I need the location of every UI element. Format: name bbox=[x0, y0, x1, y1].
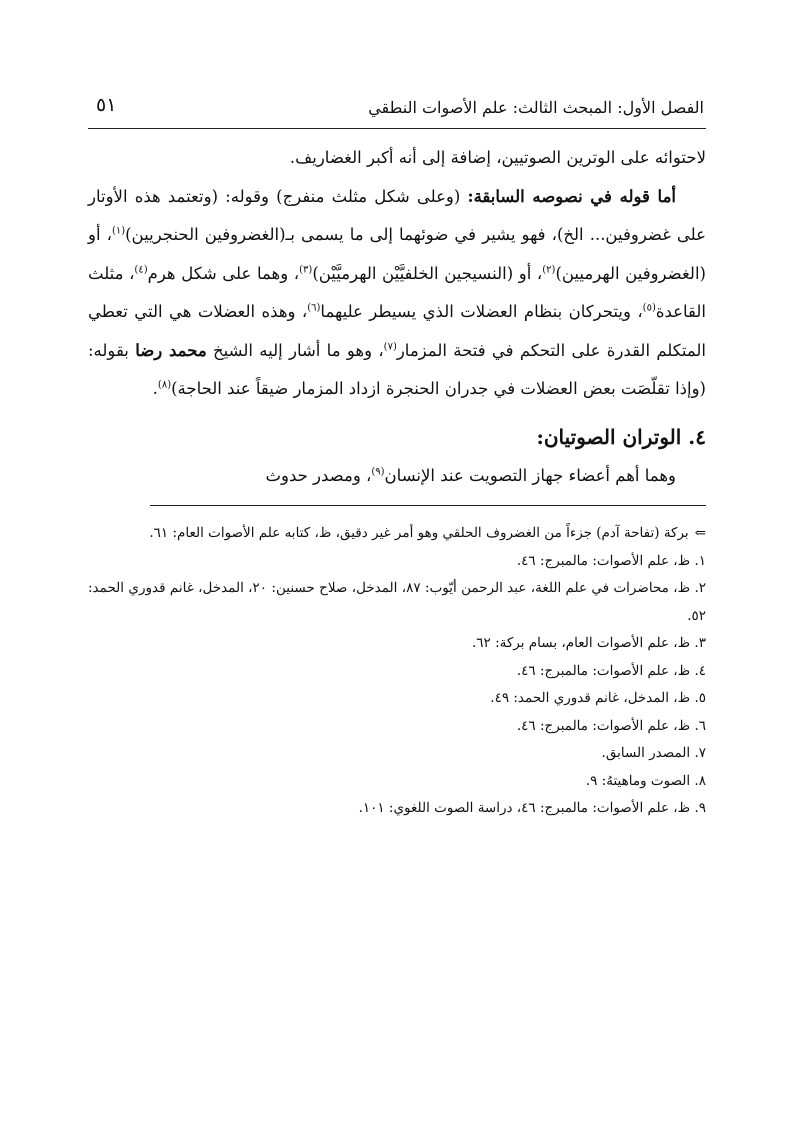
paragraph-2 bbox=[88, 178, 706, 409]
page-number: ٥١ bbox=[96, 94, 117, 116]
paragraph-3-text-b: ، ومصدر حدوث bbox=[265, 465, 372, 485]
cited-author-name: محمد رضا bbox=[135, 340, 207, 360]
paragraph-3 bbox=[88, 457, 706, 496]
footnote-separator bbox=[150, 505, 706, 506]
footnotes bbox=[88, 520, 706, 823]
paragraph-2-text-g: ، وهذه العضلات هي التي تعطي المتكلم القدرة على التحكم في فتحة المزمار bbox=[88, 302, 707, 360]
running-header bbox=[88, 92, 706, 129]
footnote-8: ٨. الصوت وماهيتهُ: ٩. bbox=[585, 772, 706, 789]
footnote-ref-2[interactable]: (٢) bbox=[542, 264, 556, 275]
paragraph-2-text-d: ، وهما على شكل هرم bbox=[147, 263, 300, 283]
paragraph-3-text-a: وهما أهم أعضاء جهاز التصويت عند الإنسان bbox=[384, 465, 676, 485]
footnote-5: ٥. ظ، المدخل، غانم قدوري الحمد: ٤٩. bbox=[490, 690, 706, 706]
paragraph-2-text-b: ، أو (الغضروفين الهرميين) bbox=[88, 225, 706, 283]
paragraph-2-lead: أما قوله في نصوصه السابقة: bbox=[467, 186, 676, 206]
paragraph-2-text-j: . bbox=[152, 379, 158, 398]
footnote-3: ٣. ظ، علم الأصوات العام، بسام بركة: ٦٢. bbox=[471, 635, 706, 651]
footnote-ref-5[interactable]: (٥) bbox=[642, 302, 656, 314]
footnote-continued bbox=[88, 520, 706, 548]
chapter-title: الفصل الأول: المبحث الثالث: علم الأصوات النطقي bbox=[368, 98, 704, 117]
footnote-7: ٧. المصدر السابق. bbox=[601, 745, 706, 761]
paragraph-2-text-c: ، أو (النسيجين الخلفيَّيْن الهرميَّيْن) bbox=[312, 263, 543, 283]
footnote-4: ٤. ظ، علم الأصوات: مالمبرج: ٤٦. bbox=[516, 662, 706, 679]
paragraph-2-text-e: ، مثلث القاعدة bbox=[88, 263, 706, 321]
continuation-arrow-icon: ⇐ bbox=[694, 525, 706, 541]
footnote-ref-6[interactable]: (٦) bbox=[307, 302, 321, 314]
paragraph-1: لاحتوائه على الوترين الصوتيين، إضافة إلى أنه أكبر الغضاريف. bbox=[289, 148, 706, 167]
footnote-ref-3[interactable]: (٣) bbox=[299, 264, 313, 275]
footnote-1: ١. ظ، علم الأصوات: مالمبرج: ٤٦. bbox=[516, 552, 706, 569]
footnote-9: ٩. ظ، علم الأصوات: مالمبرج: ٤٦، دراسة الصوت اللغوي: ١٠١. bbox=[358, 800, 706, 816]
paragraph-2-text-f: ، ويتحركان بنظام العضلات الذي يسيطر عليهما bbox=[320, 302, 643, 321]
main-text bbox=[88, 139, 706, 495]
section-heading: ٤. الوتران الصوتيان: bbox=[536, 424, 706, 449]
paragraph-2-text-a: (وعلى شكل مثلث منفرج) وقوله: (وتعتمد هذه الأوتار على غضروفين... الخ)، فهو يشير في ضوئهما إلى ما يسمى بـ(الغضروفين الحنجريين) bbox=[88, 186, 706, 244]
footnote-ref-4[interactable]: (٤) bbox=[134, 264, 148, 275]
footnote-continued-text: بركة (تفاحة آدم) جزءاً من الغضروف الحلقي وهو أمر غير دقيق، ظ، كتابه علم الأصوات العام: ٦١. bbox=[149, 525, 689, 541]
paragraph-2-text-h: ، وهو ما أشار إليه الشيخ bbox=[206, 340, 384, 360]
footnote-ref-1[interactable]: (١) bbox=[111, 225, 126, 237]
footnote-ref-8[interactable]: (٨) bbox=[157, 379, 172, 391]
footnote-6: ٦. ظ، علم الأصوات: مالمبرج: ٤٦. bbox=[516, 717, 706, 734]
paragraph-2-text-i: بقوله: (وإذا تقلّصَت بعض العضلات في جدران الحنجرة ازداد المزمار ضيقاً عند الحاجة) bbox=[88, 340, 706, 398]
book-page bbox=[88, 92, 706, 1092]
footnote-2: ٢. ظ، محاضرات في علم اللغة، عبد الرحمن أيّوب: ٨٧، المدخل، صلاح حسنين: ٢٠، المدخل، غانم قدوري الحمد: ٥٢. bbox=[88, 580, 707, 624]
footnote-ref-9[interactable]: (٩) bbox=[371, 466, 385, 477]
footnote-ref-7[interactable]: (٧) bbox=[383, 341, 397, 352]
